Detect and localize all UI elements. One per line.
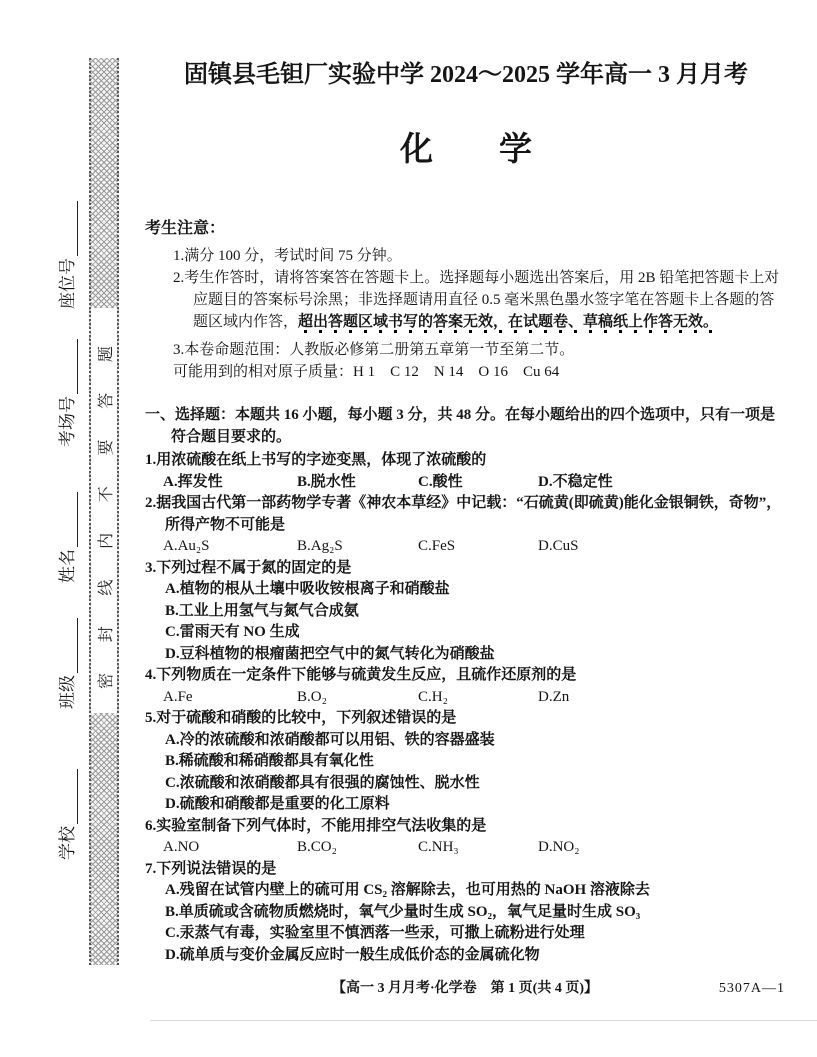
option-b: B.CO₂: [297, 839, 337, 855]
seal-text-window: [91, 308, 117, 713]
option-a: A.挥发性: [163, 473, 223, 490]
question-7-stem: 7.下列说法错误的是: [145, 860, 277, 877]
question-2-options: [145, 536, 787, 558]
field-school-blank: [62, 769, 78, 824]
notice-block: [173, 245, 785, 383]
field-class: [53, 618, 78, 709]
student-info-fields: [50, 65, 80, 975]
option-c: C.酸性: [418, 473, 463, 490]
notice-heading: 考生注意：: [145, 220, 226, 237]
option-a: A.Au₂S: [163, 538, 210, 554]
seal-line-bar: [89, 58, 119, 965]
option-d: D.Zn: [538, 688, 570, 705]
option-a: A.残留在试管内壁上的硫可用 CS₂ 溶解除去，也可用热的 NaOH 溶液除去: [165, 882, 650, 898]
field-school: [53, 769, 78, 860]
question-5-stem: 5.对于硫酸和硝酸的比较中，下列叙述错误的是: [145, 710, 457, 726]
question-1: [145, 450, 787, 493]
field-seat-label: 座位号: [57, 258, 77, 309]
option-b: B.稀硫酸和稀硝酸都具有氧化性: [165, 753, 374, 769]
notice-item-3: 3.本卷命题范围：人教版必修第二册第五章第一节至第二节。: [173, 342, 575, 358]
notice-item-1: 1.满分 100 分，考试时间 75 分钟。: [173, 248, 402, 264]
question-1-options: [145, 472, 787, 494]
question-2-stem: 2.据我国古代第一部药物学专著《神农本草经》中记载：“石硫黄(即硫黄)能化金银铜铁，奇物”，所得产物不可能是: [145, 495, 782, 533]
footer-page-indicator: 【高一 3 月月考·化学卷 第 1 页(共 4 页)】: [332, 981, 598, 996]
option-c: C.FeS: [418, 538, 456, 554]
option-d: D.NO₂: [538, 839, 580, 855]
field-class-label: 班级: [57, 675, 77, 709]
notice-item-2-emphasis: 超出答题区域书写的答案无效，在试题卷、草稿纸上作答无效。: [298, 314, 718, 333]
seal-text: [91, 308, 117, 713]
option-d: D.硫酸和硝酸都是重要的化工原料: [165, 796, 390, 812]
field-seat: [53, 201, 78, 309]
option-c: C.雷雨天有 NO 生成: [165, 624, 300, 640]
scan-edge-line: [150, 1020, 817, 1021]
field-name: [53, 492, 78, 583]
option-c: C.浓硫酸和浓硝酸都具有很强的腐蚀性、脱水性: [165, 774, 480, 791]
field-seat-blank: [62, 201, 78, 256]
question-list: [145, 450, 787, 966]
field-examroom: [53, 339, 78, 447]
field-name-label: 姓名: [57, 549, 77, 583]
seal-char: 答: [97, 392, 115, 409]
option-b: B.脱水性: [297, 473, 356, 490]
subject-title: 化 学: [400, 132, 532, 168]
seal-char: 要: [97, 439, 115, 456]
option-b: B.单质硫或含硫物质燃烧时，氧气少量时生成 SO₂，氧气足量时生成 SO₃: [165, 903, 641, 920]
field-examroom-blank: [62, 339, 78, 394]
option-c: C.H₂: [418, 688, 448, 705]
question-1-stem: 1.用浓硫酸在纸上书写的字迹变黑，体现了浓硫酸的: [145, 452, 487, 468]
seal-char: 密: [97, 672, 115, 689]
option-d: D.不稳定性: [538, 473, 613, 490]
question-4-stem: 4.下列物质在一定条件下能够与硫黄发生反应，且硫作还原剂的是: [145, 667, 577, 683]
question-6-stem: 6.实验室制备下列气体时，不能用排空气法收集的是: [145, 817, 487, 834]
seal-char: 线: [97, 579, 115, 596]
option-a: A.Fe: [163, 688, 193, 705]
page-title: 固镇县毛钽厂实验中学 2024～2025 学年高一 3 月月考: [184, 62, 748, 88]
question-7: [145, 859, 787, 967]
option-b: B.工业上用氢气与氮气合成氨: [165, 602, 359, 619]
field-examroom-label: 考场号: [57, 396, 77, 447]
seal-char: 不: [97, 486, 115, 503]
question-4-options: [145, 687, 787, 709]
option-a: A.NO: [163, 839, 200, 855]
question-4: [145, 665, 787, 708]
page-footer: [145, 978, 785, 1000]
option-c: C.NH₃: [418, 839, 459, 855]
field-class-blank: [62, 618, 78, 673]
seal-char: 题: [97, 346, 115, 363]
footer-paper-code: 5307A—1: [718, 981, 785, 996]
notice-item-2-text: 2.考生作答时，请将答案答在答题卡上。选择题每小题选出答案后，用 2B 铅笔把答题卡上对应题目的答案标号涂黑；非选择题请用直径 0.5 毫米黑色墨水签字笔在答题卡上各题的答题区域内作答，: [173, 270, 780, 330]
field-name-blank: [62, 492, 78, 547]
notice-item-2: [173, 267, 785, 333]
field-school-label: 学校: [57, 826, 77, 860]
question-5: [145, 708, 787, 816]
option-d: D.硫单质与变价金属反应时一般生成低价态的金属硫化物: [165, 946, 540, 963]
section-1-heading: 一、选择题：本题共 16 小题，每小题 3 分，共 48 分。在每小题给出的四个选项中，只有一项是符合题目要求的。: [145, 407, 776, 445]
question-3-stem: 3.下列过程不属于氮的固定的是: [145, 559, 352, 576]
question-6-options: [145, 837, 787, 859]
option-c: C.汞蒸气有毒，实验室里不慎洒落一些汞，可撒上硫粉进行处理: [165, 925, 585, 941]
question-3: [145, 558, 787, 666]
option-b: B.O₂: [297, 688, 327, 705]
question-2: [145, 493, 787, 558]
seal-char: 封: [97, 626, 115, 643]
option-d: D.CuS: [538, 538, 579, 554]
option-d: D.豆科植物的根瘤菌把空气中的氮气转化为硝酸盐: [165, 645, 495, 662]
exam-content: [145, 0, 787, 966]
option-a: A.植物的根从土壤中吸收铵根离子和硝酸盐: [165, 581, 450, 597]
atomic-mass-line: 可能用到的相对原子质量：H 1 C 12 N 14 O 16 Cu 64: [173, 364, 560, 380]
question-6: [145, 816, 787, 859]
option-b: B.Ag₂S: [297, 538, 343, 554]
option-a: A.冷的浓硫酸和浓硝酸都可以用铝、铁的容器盛装: [165, 731, 495, 748]
seal-char: 内: [97, 532, 115, 549]
